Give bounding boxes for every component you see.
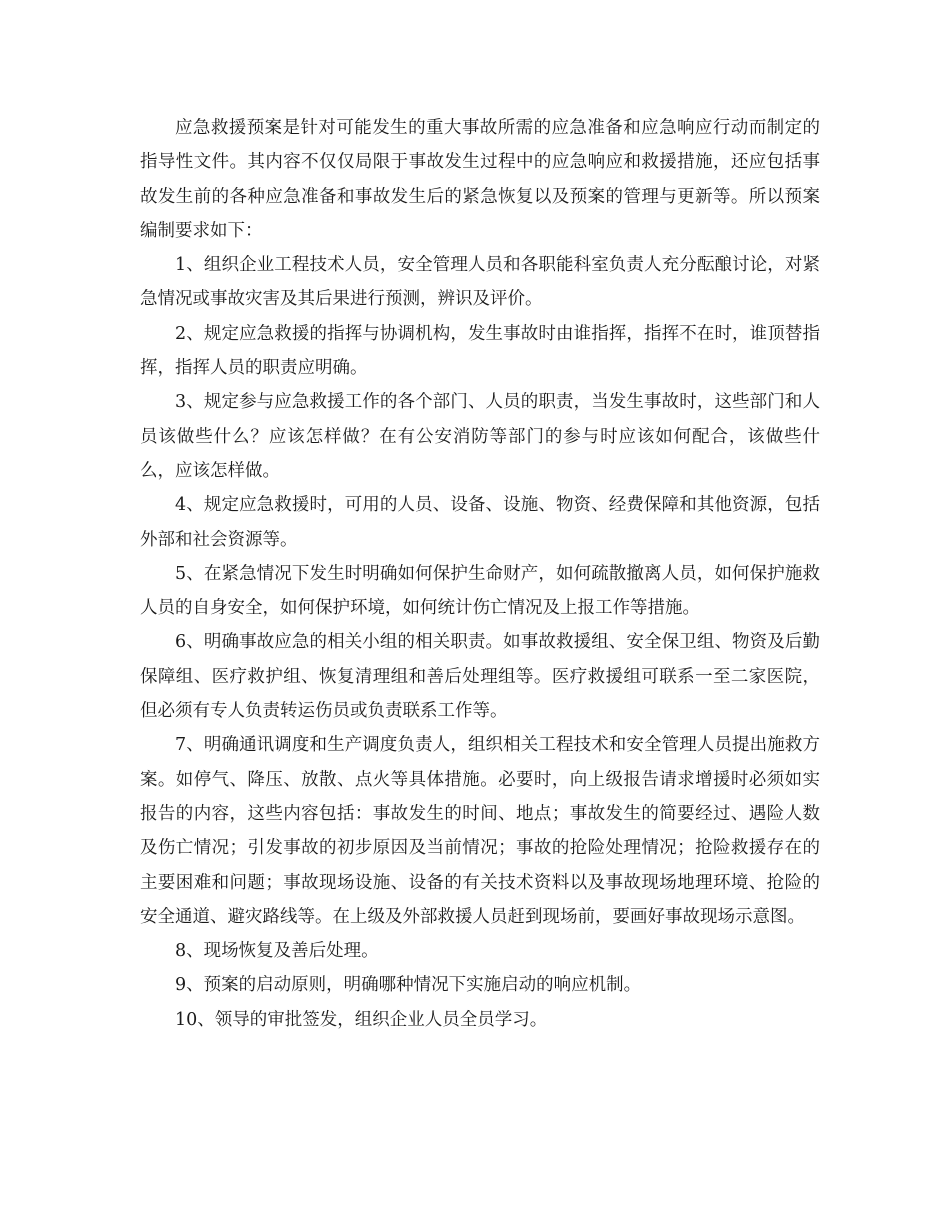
requirement-item-10: 10、领导的审批签发，组织企业人员全员学习。 [175, 1009, 548, 1030]
requirement-item-8: 8、现场恢复及善后处理。 [175, 941, 379, 962]
requirement-item-7: 7、明确通讯调度和生产调度负责人，组织相关工程技术和安全管理人员提出施救方案。如停气、降压、放散、点火等具体措施。必要时，向上级报告请求增援时必须如实报告的内容，这些内容包括：事故发生的时间、地点；事故发生的简要经过、遇险人数及伤亡情况；引发事故的初步原因及当前情况；事故的抢险处理情况；抢险救援存在的主要困难和问题；事故现场设施、设备的有关技术资料以及事故现场地理环境、抢险的安全通道、避灾路线等。在上级及外部救援人员赶到现场前，要画好事故现场示意图。 [140, 735, 820, 927]
requirement-item-1: 1、组织企业工程技术人员，安全管理人员和各职能科室负责人充分酝酿讨论，对紧急情况或事故灾害及其后果进行预测，辨识及评价。 [140, 255, 820, 310]
intro-paragraph: 应急救援预案是针对可能发生的重大事故所需的应急准备和应急响应行动而制定的指导性文件。其内容不仅仅局限于事故发生过程中的应急响应和救援措施，还应包括事故发生前的各种应急准备和事故发生后的紧急恢复以及预案的管理与更新等。所以预案编制要求如下： [140, 118, 820, 241]
requirement-item-9: 9、预案的启动原则，明确哪种情况下实施启动的响应机制。 [175, 975, 642, 996]
document-body [140, 111, 820, 1037]
requirement-item-2: 2、规定应急救援的指挥与协调机构，发生事故时由谁指挥，指挥不在时，谁顶替指挥，指挥人员的职责应明确。 [140, 323, 820, 379]
requirement-item-5: 5、在紧急情况下发生时明确如何保护生命财产，如何疏散撤离人员，如何保护施救人员的自身安全，如何保护环境，如何统计伤亡情况及上报工作等措施。 [140, 563, 820, 619]
requirement-item-3: 3、规定参与应急救援工作的各个部门、人员的职责，当发生事故时，这些部门和人员该做些什么？应该怎样做？在有公安消防等部门的参与时应该如何配合，该做些什么，应该怎样做。 [140, 392, 820, 481]
requirement-item-4: 4、规定应急救援时，可用的人员、设备、设施、物资、经费保障和其他资源，包括外部和社会资源等。 [140, 495, 820, 550]
requirement-item-6: 6、明确事故应急的相关小组的相关职责。如事故救援组、安全保卫组、物资及后勤保障组、医疗救护组、恢复清理组和善后处理组等。医疗救援组可联系一至二家医院，但必须有专人负责转运伤员或负责联系工作等。 [140, 632, 820, 722]
